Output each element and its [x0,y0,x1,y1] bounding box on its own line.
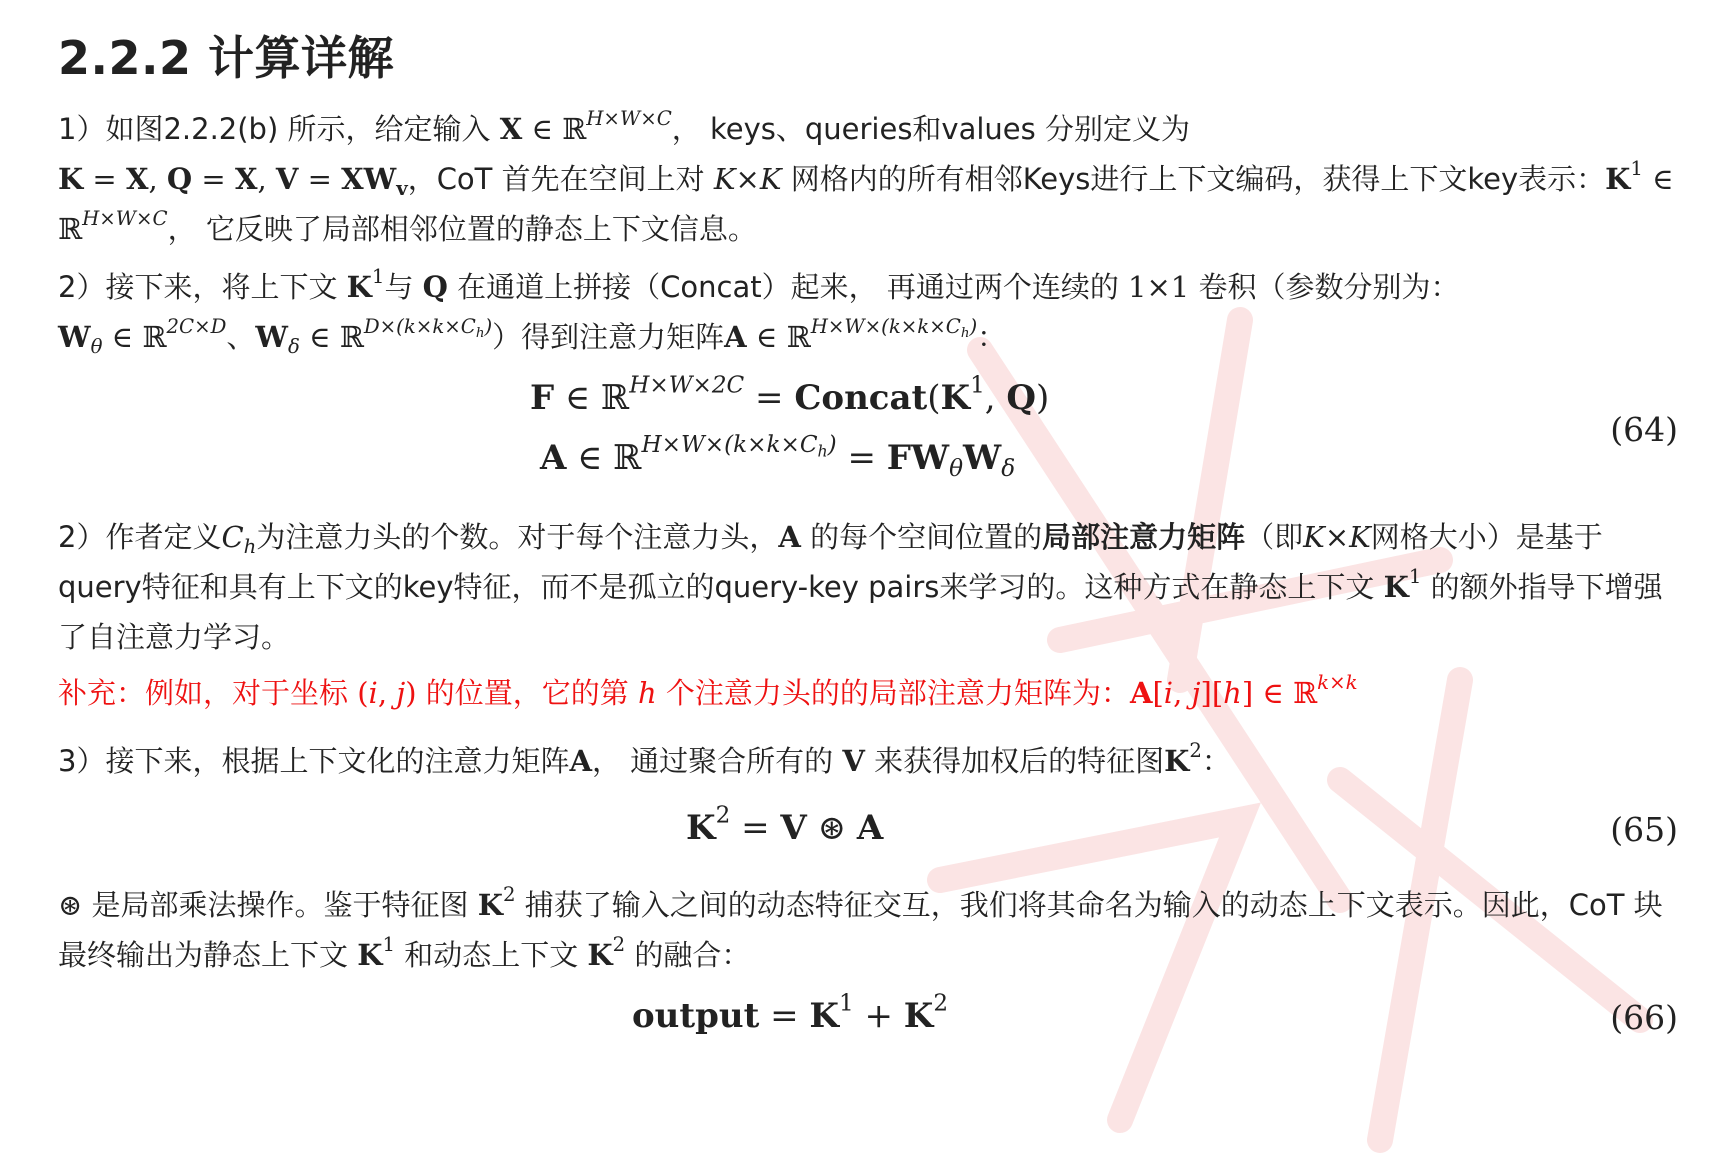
paragraph-5: ⊛ 是局部乘法操作。鉴于特征图 $K^2$ 捕获了输入之间的动态特征交互，我们将其命名为输入的动态上下文表示。因此，CoT 块最终输出为静态上下文 $K^1$ 和动态上下文 $K^2$ 的融合： [58,882,1663,972]
paragraph-3: 2）作者定义$C_h$为注意力头的个数。对于每个注意力头，A 的每个空间位置的局部注意力矩阵（即K×K网格大小）是基于query特征和具有上下文的key特征，而不是孤立的query-key pairs来学习的。这种方式在静态上下文 $K^1$ 的额外指导下增强了自注意力学习。 [58,520,1663,654]
equation-number: (66) [1610,998,1678,1037]
equation-66: output = $K^1 + K^2$ (66) [632,990,1678,1037]
supplement-note: 补充：例如，对于坐标 (i, j) 的位置，它的第 h 个注意力头的的局部注意力矩阵为：A[i, j][h] ∈ ℝ$^{k\times k}$ [58,670,1358,710]
section-heading: 2.2.2 计算详解 [58,31,394,85]
equation-64: F ∈ ℝ$^{H\times W\times 2C}$ = $Concat(K^1$, Q) A ∈ ℝ$^{H\times W\times(k\times k\times C_h)}$ = $FW_\theta W_\delta$ (64) [530,372,1678,482]
paragraph-1: 1）如图2.2.2(b) 所示，给定输入 X ∈ ℝ$^{H\times W\times C}$， keys、queries和values 分别定义为 K = X, Q = X, $V = XW_v$，CoT 首先在空间上对 K×K 网格内的所有相邻Keys进行上下文编码，获得上下文key表示：$K^1$ ∈ ℝ$^{H\times W\times C}$， 它反映了局部相邻位置的静态上下文信息。 [58,106,1674,246]
equation-number: (64) [1610,410,1678,449]
paragraph-2: 2）接下来，将上下文 $K^1$与 Q 在通道上拼接（Concat）起来， 再通过两个连续的 1×1 卷积（参数分别为： $W_\theta$ ∈ ℝ$^{2C\times D}$、$W_\delta$ ∈ ℝ$^{D\times(k\times k\times C_h)}$）得到注意力矩阵A ∈ ℝ$^{H\times W\times(k\times k\times C_h)}$： [58,264,1460,358]
equation-number: (65) [1610,810,1678,849]
paragraph-4: 3）接下来，根据上下文化的注意力矩阵A， 通过聚合所有的 V 来获得加权后的特征图$K^2$： [58,738,1231,778]
equation-65: $K^2 = V$ ⊛ A (65) [686,802,1678,849]
